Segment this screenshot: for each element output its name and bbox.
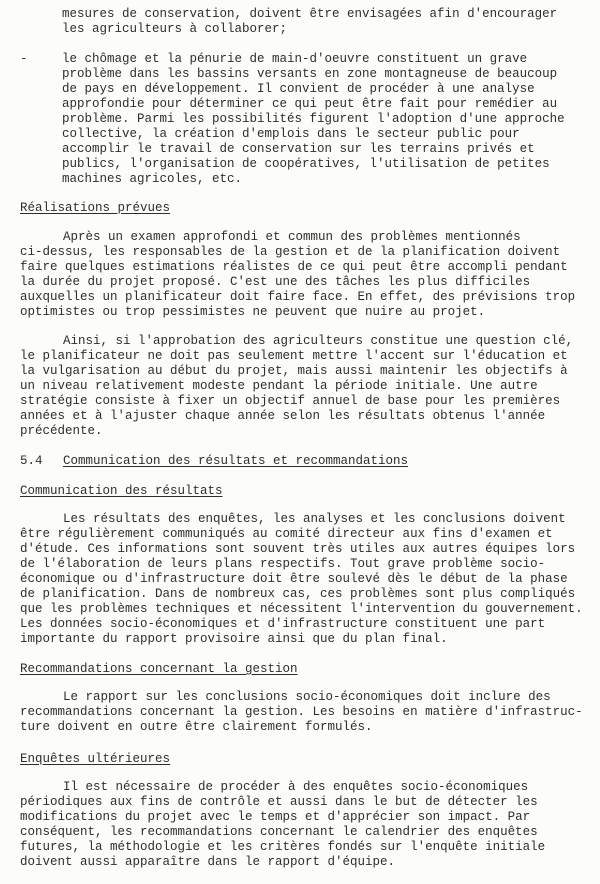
heading-enquetes-ulterieures: Enquêtes ultérieures	[20, 752, 171, 766]
paragraph: Il est nécessaire de procéder à des enquêtes socio-économiques périodiques aux fins de contrôle et aussi dans le but de détecter les modifications du projet avec le temps et d'apprécier son impact. Par conséquent, les recommandations concernant le calendrier des enquêtes futures, la méthodologie et les critères fondés sur l'enquête initiale doivent aussi apparaître dans le rapport d'équipe.	[20, 780, 546, 869]
section-number: 5.4	[20, 454, 43, 468]
heading-realisations-prevues: Réalisations prévues	[20, 201, 171, 215]
section-title: Communication des résultats et recommandations	[63, 454, 409, 468]
paragraph: Ainsi, si l'approbation des agriculteurs constitue une question clé, le planificateur ne doit pas seulement mettre l'accent sur l'éducation et la vulgarisation au début du projet, mais aussi maintenir les objectifs à un niveau relativement modeste pendant la période initiale. Une autre stratégie consiste à fixer un objectif annuel de base pour les premières années et à l'ajuster chaque année selon les résultats obtenus l'année précédente.	[20, 334, 574, 438]
continued-list-item: mesures de conservation, doivent être envisagées afin d'encourager les agriculteurs à collaborer;	[62, 7, 558, 36]
paragraph: Les résultats des enquêtes, les analyses et les conclusions doivent être régulièrement communiqués au comité directeur aux fins d'examen et d'étude. Ces informations sont souvent très utiles aux autres équipes lors de l'élaboration de leurs plans respectifs. Tout grave problème socio- économique ou d'infrastructure doit être soulevé dès le début de la phase de planification. Dans de nombreux cas, ces problèmes sont plus compliqués que les problèmes techniques et nécessitent l'intervention du gouvernement. Les données socio-économiques et d'infrastructure constituent une part importante du rapport provisoire ainsi que du plan final.	[20, 512, 583, 646]
bullet-marker: -	[20, 52, 28, 66]
paragraph: Le rapport sur les conclusions socio-économiques doit inclure des recommandations concernant la gestion. Les besoins en matière d'infrastruc- ture doivent en outre être clairement formulés.	[20, 690, 583, 734]
paragraph: Après un examen approfondi et commun des problèmes mentionnés ci-dessus, les responsables de la gestion et de la planification doivent faire quelques estimations réalistes de ce qui peut être accompli pendant la durée du projet proposé. C'est une des tâches les plus difficiles auxquelles un planificateur doit faire face. En effet, des prévisions trop optimistes ou trop pessimistes ne peuvent que nuire au projet.	[20, 230, 576, 319]
heading-communication-resultats: Communication des résultats	[20, 484, 223, 498]
bullet-item-text: le chômage et la pénurie de main-d'oeuvre constituent un grave problème dans les bassins versants en zone montagneuse de beaucoup de pays en développement. Il convient de procéder à une analyse approfondie pour déterminer ce qui peut être fait pour remédier au problème. Parmi les possibilités figurent l'adoption d'une approche collective, la création d'emplois dans le secteur public pour accomplir le travail de conservation sur les terrains privés et publics, l'organisation de coopératives, l'utilisation de petites machines agricoles, etc.	[62, 52, 565, 186]
heading-recommandations-gestion: Recommandations concernant la gestion	[20, 662, 298, 676]
